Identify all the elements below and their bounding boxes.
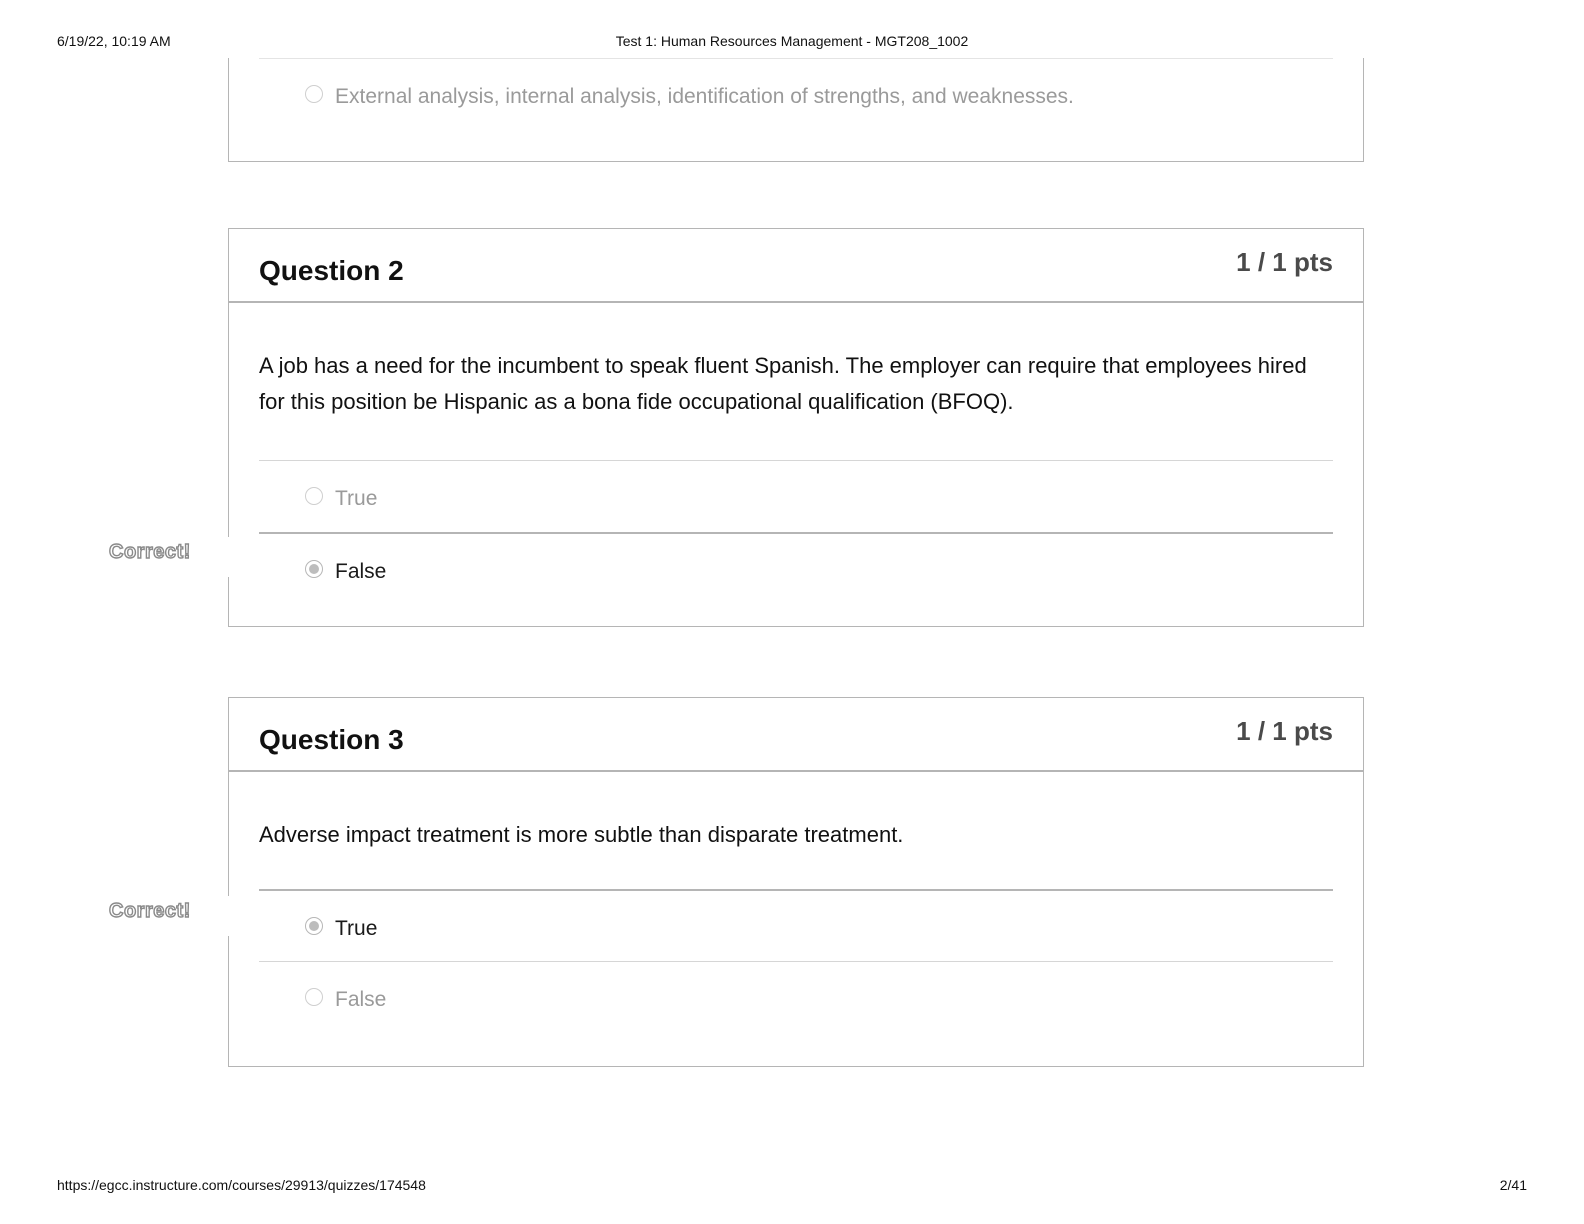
correct-tag-notch [227, 896, 231, 936]
radio-selected-icon[interactable] [305, 560, 323, 578]
radio-unselected-icon[interactable] [305, 85, 323, 103]
question-text: A job has a need for the incumbent to speak fluent Spanish. The employer can require that employees hired for this position be Hispanic as a bona fide occupational qualification (BFOQ). [259, 353, 1307, 414]
answer-label: External analysis, internal analysis, identification of strengths, and weaknesses. [335, 85, 1074, 108]
radio-unselected-icon[interactable] [305, 487, 323, 505]
answer-option-false[interactable] [259, 532, 1333, 604]
answer-list [259, 460, 1333, 604]
question-title: Question 2 [259, 255, 404, 286]
answer-label: False [335, 560, 387, 583]
question-points: 1 / 1 pts [1236, 247, 1333, 277]
question-header [229, 698, 1363, 772]
question-card-3 [228, 697, 1364, 1067]
question-card-partial [228, 58, 1364, 162]
answer-list [259, 889, 1333, 1033]
answer-option-true[interactable] [259, 460, 1333, 532]
answer-option-true[interactable] [259, 889, 1333, 961]
radio-unselected-icon[interactable] [305, 988, 323, 1006]
print-datetime: 6/19/22, 10:19 AM [57, 33, 171, 49]
answer-list [259, 58, 1333, 130]
correct-answer-tag: Correct! [109, 541, 191, 563]
question-card-2 [228, 228, 1364, 627]
correct-answer-tag: Correct! [109, 900, 191, 922]
answer-label: False [335, 988, 387, 1011]
question-points: 1 / 1 pts [1236, 716, 1333, 746]
answer-label: True [335, 917, 378, 940]
print-url: https://egcc.instructure.com/courses/29913/quizzes/174548 [57, 1177, 426, 1193]
answer-option-false[interactable] [259, 961, 1333, 1033]
answer-option[interactable] [259, 58, 1333, 130]
print-page-title: Test 1: Human Resources Management - MGT208_1002 [615, 33, 969, 49]
question-title: Question 3 [259, 724, 404, 755]
print-page-number: 2/41 [1499, 1177, 1527, 1193]
answer-label: True [335, 487, 378, 510]
radio-selected-icon[interactable] [305, 917, 323, 935]
correct-tag-notch [227, 537, 231, 577]
question-text: Adverse impact treatment is more subtle than disparate treatment. [259, 822, 904, 847]
question-header [229, 229, 1363, 303]
